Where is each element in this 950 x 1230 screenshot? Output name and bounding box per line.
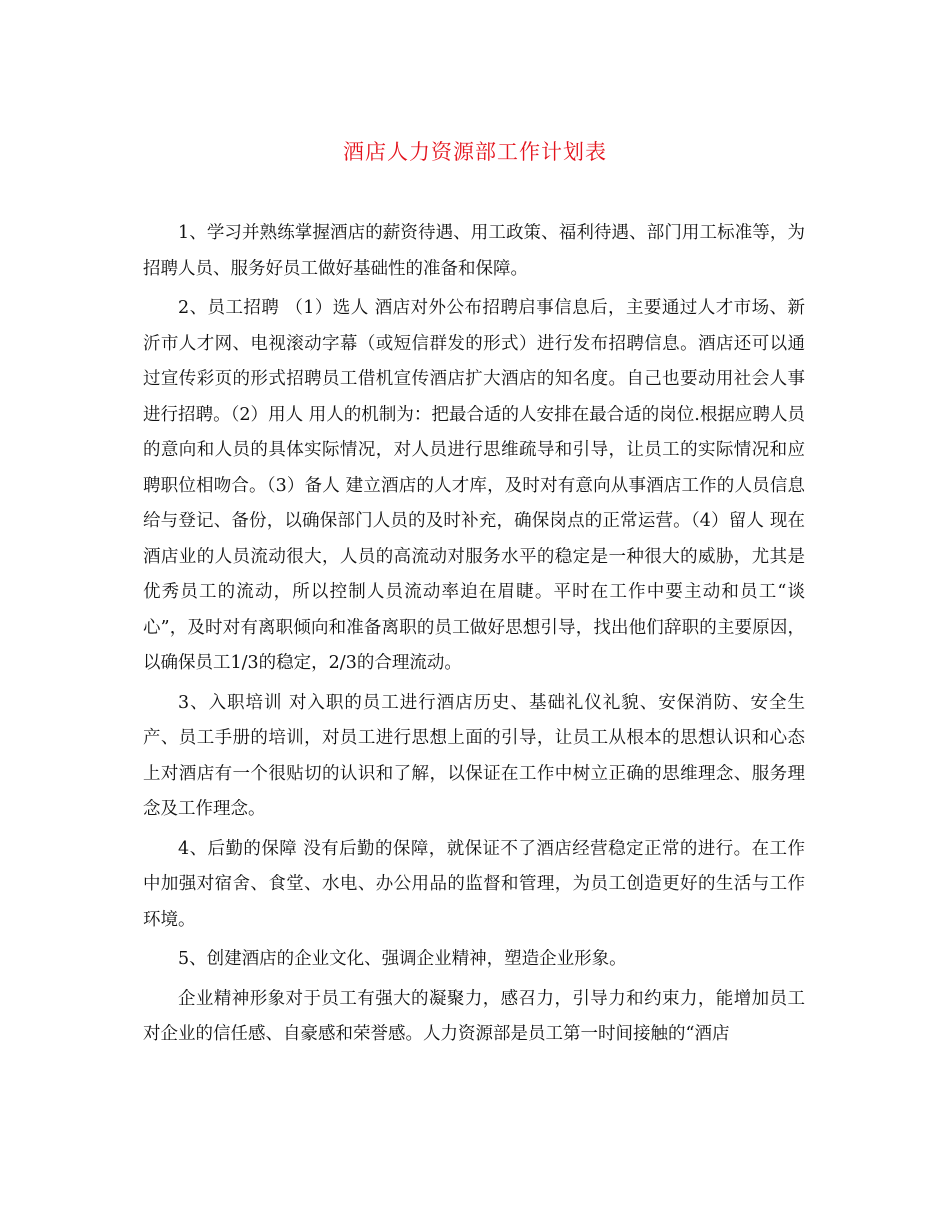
paragraph-6: 企业精神形象对于员工有强大的凝聚力，感召力，引导力和约束力，能增加员工对企业的信任感、自豪感和荣誉感。人力资源部是员工第一时间接触的“酒店 [143, 988, 805, 1044]
paragraph-4: 4、后勤的保障 没有后勤的保障，就保证不了酒店经营稳定正常的进行。在工作中加强对宿舍、食堂、水电、办公用品的监督和管理，为员工创造更好的生活与工作环境。 [143, 838, 805, 930]
paragraph-3: 3、入职培训 对入职的员工进行酒店历史、基础礼仪礼貌、安保消防、安全生产、员工手册的培训，对员工进行思想上面的引导，让员工从根本的思想认识和心态上对酒店有一个很贴切的认识和了解，以保证在工作中树立正确的思维理念、服务理念及工作理念。 [143, 692, 805, 819]
document-body [143, 216, 805, 1057]
document-title: 酒店人力资源部工作计划表 [343, 140, 607, 164]
paragraph-2: 2、员工招聘 （1）选人 酒店对外公布招聘启事信息后，主要通过人才市场、新沂市人才网、电视滚动字幕（或短信群发的形式）进行发布招聘信息。酒店还可以通过宣传彩页的形式招聘员工借机宣传酒店扩大酒店的知名度。自己也要动用社会人事进行招聘。（2）用人 用人的机制为：把最合适的人安排在最合适的岗位.根据应聘人员的意向和人员的具体实际情况，对人员进行思维疏导和引导，让员工的实际情况和应聘职位相吻合。（3）备人 建立酒店的人才库，及时对有意向从事酒店工作的人员信息给与登记、备份，以确保部门人员的及时补充，确保岗点的正常运营。（4）留人 现在酒店业的人员流动很大，人员的高流动对服务水平的稳定是一种很大的威胁，尤其是优秀员工的流动，所以控制人员流动率迫在眉睫。平时在工作中要主动和员工“谈心”，及时对有离职倾向和准备离职的员工做好思想引导，找出他们辞职的主要原因，以确保员工1/3的稳定，2/3的合理流动。 [143, 298, 805, 673]
paragraph-1: 1、学习并熟练掌握酒店的薪资待遇、用工政策、福利待遇、部门用工标准等，为招聘人员、服务好员工做好基础性的准备和保障。 [143, 223, 805, 279]
paragraph-5: 5、创建酒店的企业文化、强调企业精神，塑造企业形象。 [178, 949, 627, 969]
